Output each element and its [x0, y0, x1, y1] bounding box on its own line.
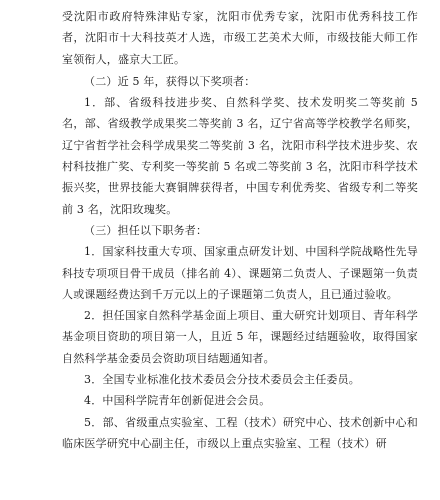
- awards-item-1: 1．部、省级科技进步奖、自然科学奖、技术发明奖二等奖前 5 名，部、省级教学成果奖二等奖前 3 名，辽宁省高等学校教学名师奖，辽宁省哲学社会科学成果奖二等奖前 3 名，沈阳市科学技术进步奖、农村科技推广奖、专利奖一等奖前 5 名或二等奖前 3 名，沈阳市科学技术振兴奖，世界技能大赛铜牌获得者，中国专利优秀奖、省级专利二等奖前 3 名，沈阳玫瑰奖。: [62, 96, 418, 216]
- positions-item-4: 4．中国科学院青年创新促进会会员。: [84, 394, 271, 408]
- positions-item-1: 1．国家科技重大专项、国家重点研发计划、中国科学院战略性先导科技专项项目骨干成员（排名前 4）、课题第二负责人、子课题第一负责人或课题经费达到千万元以上的子课题第二负责人，且已通过验收。: [62, 245, 418, 301]
- positions-item-3: 3．全国专业标准化技术委员会分技术委员会主任委员。: [84, 373, 360, 387]
- positions-item-5: 5．部、省级重点实验室、工程（技术）研究中心、技术创新中心和临床医学研究中心副主任，市级以上重点实验室、工程（技术）研: [62, 415, 418, 450]
- section-heading-positions: （三）担任以下职务者：: [84, 223, 208, 237]
- para-intro-continuation: 受沈阳市政府特殊津贴专家，沈阳市优秀专家，沈阳市优秀科技工作者，沈阳市十大科技英才人选，市级工艺美术大师，市级技能大师工作室领衔人，盛京大工匠。: [62, 10, 418, 66]
- section-heading-awards: （二）近 5 年，获得以下奖项者：: [84, 74, 256, 88]
- positions-item-2: 2．担任国家自然科学基金面上项目、重大研究计划项目、青年科学基金项目资助的项目第一人，且近 5 年，课题经过结题验收，取得国家自然科学基金委员会资助项目结题通知者。: [62, 309, 418, 365]
